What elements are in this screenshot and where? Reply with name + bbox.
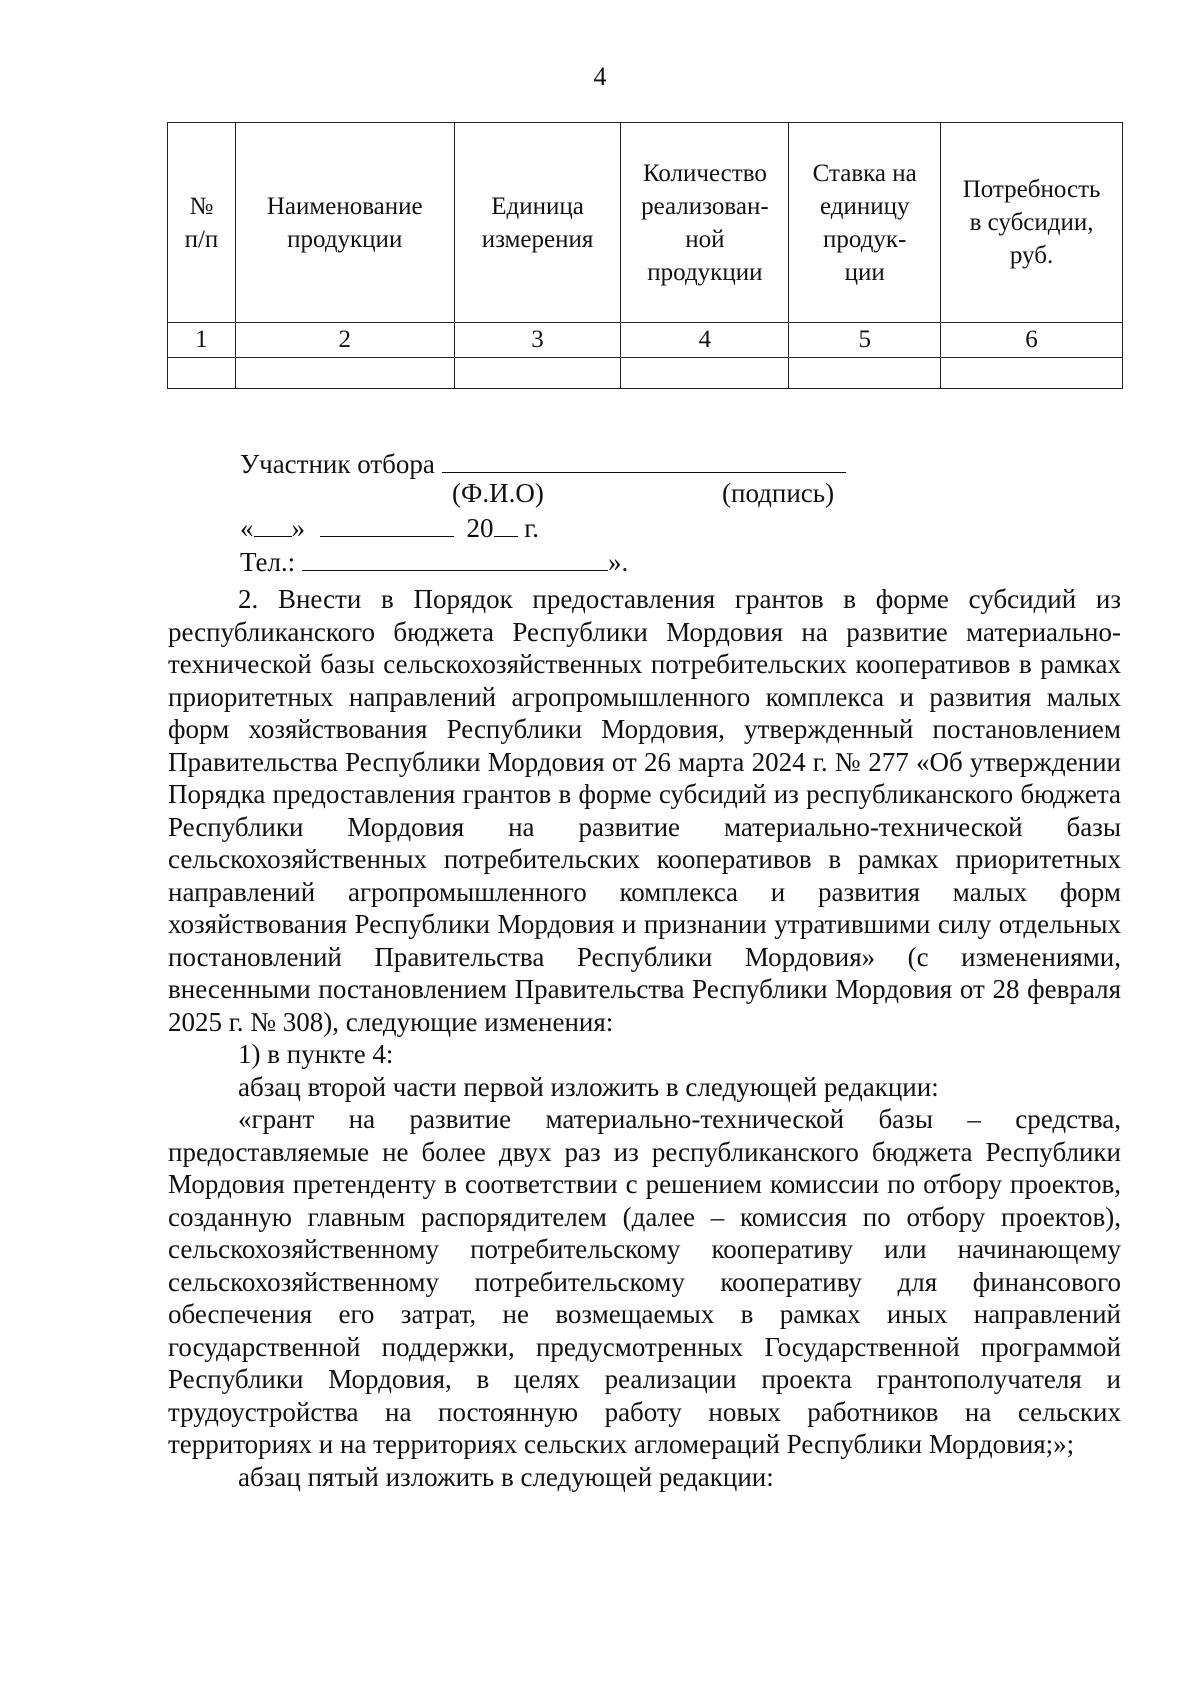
year-suffix: г. [524,513,540,543]
header-cell-number [168,123,236,323]
participant-label: Участник отбора [240,449,435,479]
document-body [168,583,1121,1493]
table-cell [789,358,941,389]
header-cell-need [941,123,1123,323]
sign-label: (подпись) [722,478,835,508]
header-cell-unit [454,123,621,323]
column-number: 4 [621,323,789,358]
year-prefix: 20 [466,513,494,543]
header-line: ции [844,258,885,286]
column-number: 3 [454,323,621,358]
column-number-row [168,323,1123,358]
year-blank [494,512,518,537]
date-open-quote: « [240,513,254,543]
month-blank [320,512,454,537]
phone-blank [302,546,608,571]
header-line: Единица [491,192,584,220]
table-cell [941,358,1123,389]
column-number: 2 [235,323,454,358]
column-number: 1 [168,323,236,358]
paragraph-item-1: 1) в пункте 4: [238,1039,394,1069]
column-number: 6 [941,323,1123,358]
header-line: единицу [819,192,910,220]
column-number: 5 [789,323,941,358]
date-line [240,512,539,544]
table-cell [454,358,621,389]
header-cell-rate [789,123,941,323]
participant-blank [442,448,846,473]
header-cell-product [235,123,454,323]
header-cell-quantity [621,123,789,323]
header-line: Потребность [962,176,1101,203]
header-line: Ставка на [812,159,917,187]
day-blank [254,512,292,537]
fio-label: (Ф.И.О) [452,478,544,508]
header-line: продукции [647,258,763,286]
header-line: п/п [184,225,219,253]
table-cell [168,358,236,389]
header-line: измерения [481,225,594,253]
paragraph-amendment: 2. Внести в Порядок предоставления грантов в форме субсидий из республиканского бюджета Республики Мордовия на развитие материально-технической базы сельскохозяйственных потребительских кооперативов в рамках приоритетных направлений агропромышленного комплекса и развития малых форм хозяйствования Республики Мордовия, утвержденный постановлением Правительства Республики Мордовия от 26 марта 2024 г. № 277 «Об утверждении Порядка предоставления грантов в форме субсидий из республиканского бюджета Республики Мордовия на развитие материально-технической базы сельскохозяйственных потребительских кооперативов в рамках приоритетных направлений агропромышленного комплекса и развития малых форм хозяйствования Республики Мордовия и признании утратившими силу отдельных постановлений Правительства Республики Мордовия» (с изменениями, внесенными постановлением Правительства Республики Мордовия от 28 февраля 2025 г. № 308), следующие изменения: [168,584,1121,1037]
date-close-quote: » [291,513,305,543]
phone-label: Тел.: [240,547,296,577]
participant-line [240,448,846,480]
header-line: Количество [642,159,767,187]
phone-line [240,546,628,578]
header-line: ной [685,225,725,253]
header-line: продукции [287,225,403,253]
page-number: 4 [593,62,607,91]
table-header-row [168,123,1123,323]
phone-end: ». [607,547,629,577]
table-cell [235,358,454,389]
header-line: в субсидии, [969,209,1094,236]
header-line: реализован- [641,192,769,220]
subsidy-table [167,122,1123,389]
table-cell [621,358,789,389]
header-line: Наименование [266,192,423,220]
header-line: руб. [1009,242,1054,269]
paragraph-instruction-fifth: абзац пятый изложить в следующей редакции: [238,1461,774,1492]
paragraph-grant-definition: «грант на развитие материально-технической базы – средства, предоставляемые не более двух раз из республиканского бюджета Республики Мордовия претенденту в соответствии с решением комиссии по отбору проектов, созданную главным распорядителем (далее – комиссия по отбору проектов), сельскохозяйственному потребительскому кооперативу или начинающему сельскохозяйственному потребительскому кооперативу для финансового обеспечения его затрат, не возмещаемых в рамках иных направлений государственной поддержки, предусмотренных Государственной программой Республики Мордовия, в целях реализации проекта грантополучателя и трудоустройства на постоянную работу новых работников на сельских территориях и на территориях сельских агломераций Республики Мордовия;»; [168,1104,1121,1459]
empty-table-row [168,358,1123,389]
header-line: продук- [823,225,907,253]
header-line: № [189,192,214,220]
paragraph-instruction: абзац второй части первой изложить в следующей редакции: [238,1071,939,1102]
